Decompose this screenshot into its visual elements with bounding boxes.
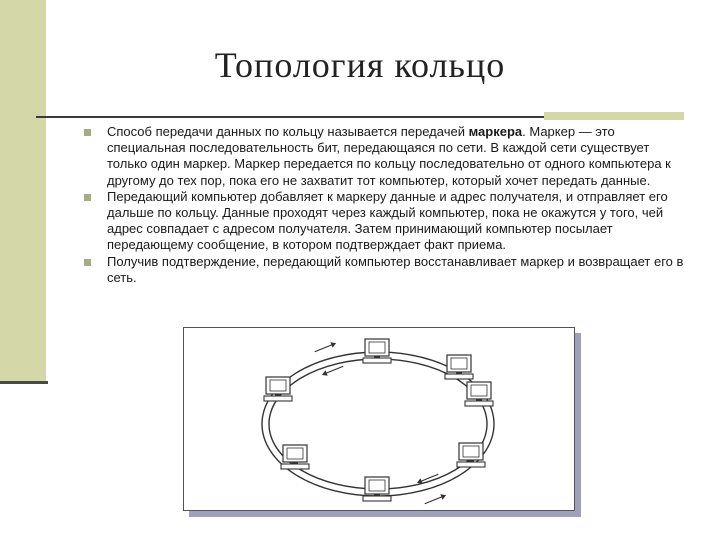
bullet-square-icon [84,259,91,266]
bullet-item [84,124,684,189]
computer-icon [281,445,309,469]
computer-icon [363,339,391,363]
arrow-icon [424,492,448,506]
bullet-square-icon [84,129,91,136]
bullet-text-cont: . Маркер — это специальная последовательность бит, передающаяся по сети. В каждой сети существует только один маркер. Маркер передается по кольцу последовательно от одного компьютера к другому до тех пор, пока его не захватит тот компьютер, который хочет передать данные. [107,124,671,188]
computer-icon [363,477,391,501]
computer-icon [264,377,292,401]
bullet-list [84,124,684,286]
bullet-item [84,189,684,254]
computer-icon [445,355,473,379]
bullet-text: Способ передачи данных по кольцу называется передачей [107,124,469,139]
title-rule [36,116,544,118]
computer-icon [465,382,493,406]
computer-icon [457,443,485,467]
slide-title: Топология кольцо [214,45,506,85]
ring-topology-figure [183,327,575,511]
title-rule-accent [544,112,684,120]
bullet-item [84,254,684,286]
bullet-text: Получив подтверждение, передающий компьютер восстанавливает маркер и возвращает его в сеть. [107,253,684,285]
bullet-square-icon [84,194,91,201]
arrow-icon [314,340,338,354]
arrow-icon [321,363,345,377]
left-accent-line [0,381,48,384]
ring-diagram [184,328,574,510]
bullet-text: Передающий компьютер добавляет к маркеру данные и адрес получателя, и отправляет его дальше по кольцу. Данные проходят через каждый компьютер, пока не окажутся у того, чей адрес совпадает с адресом получателя. Затем принимающий компьютер посылает передающему сообщение, в котором подтверждает факт приема. [107,188,668,253]
bullet-bold-term: маркера [468,124,523,139]
